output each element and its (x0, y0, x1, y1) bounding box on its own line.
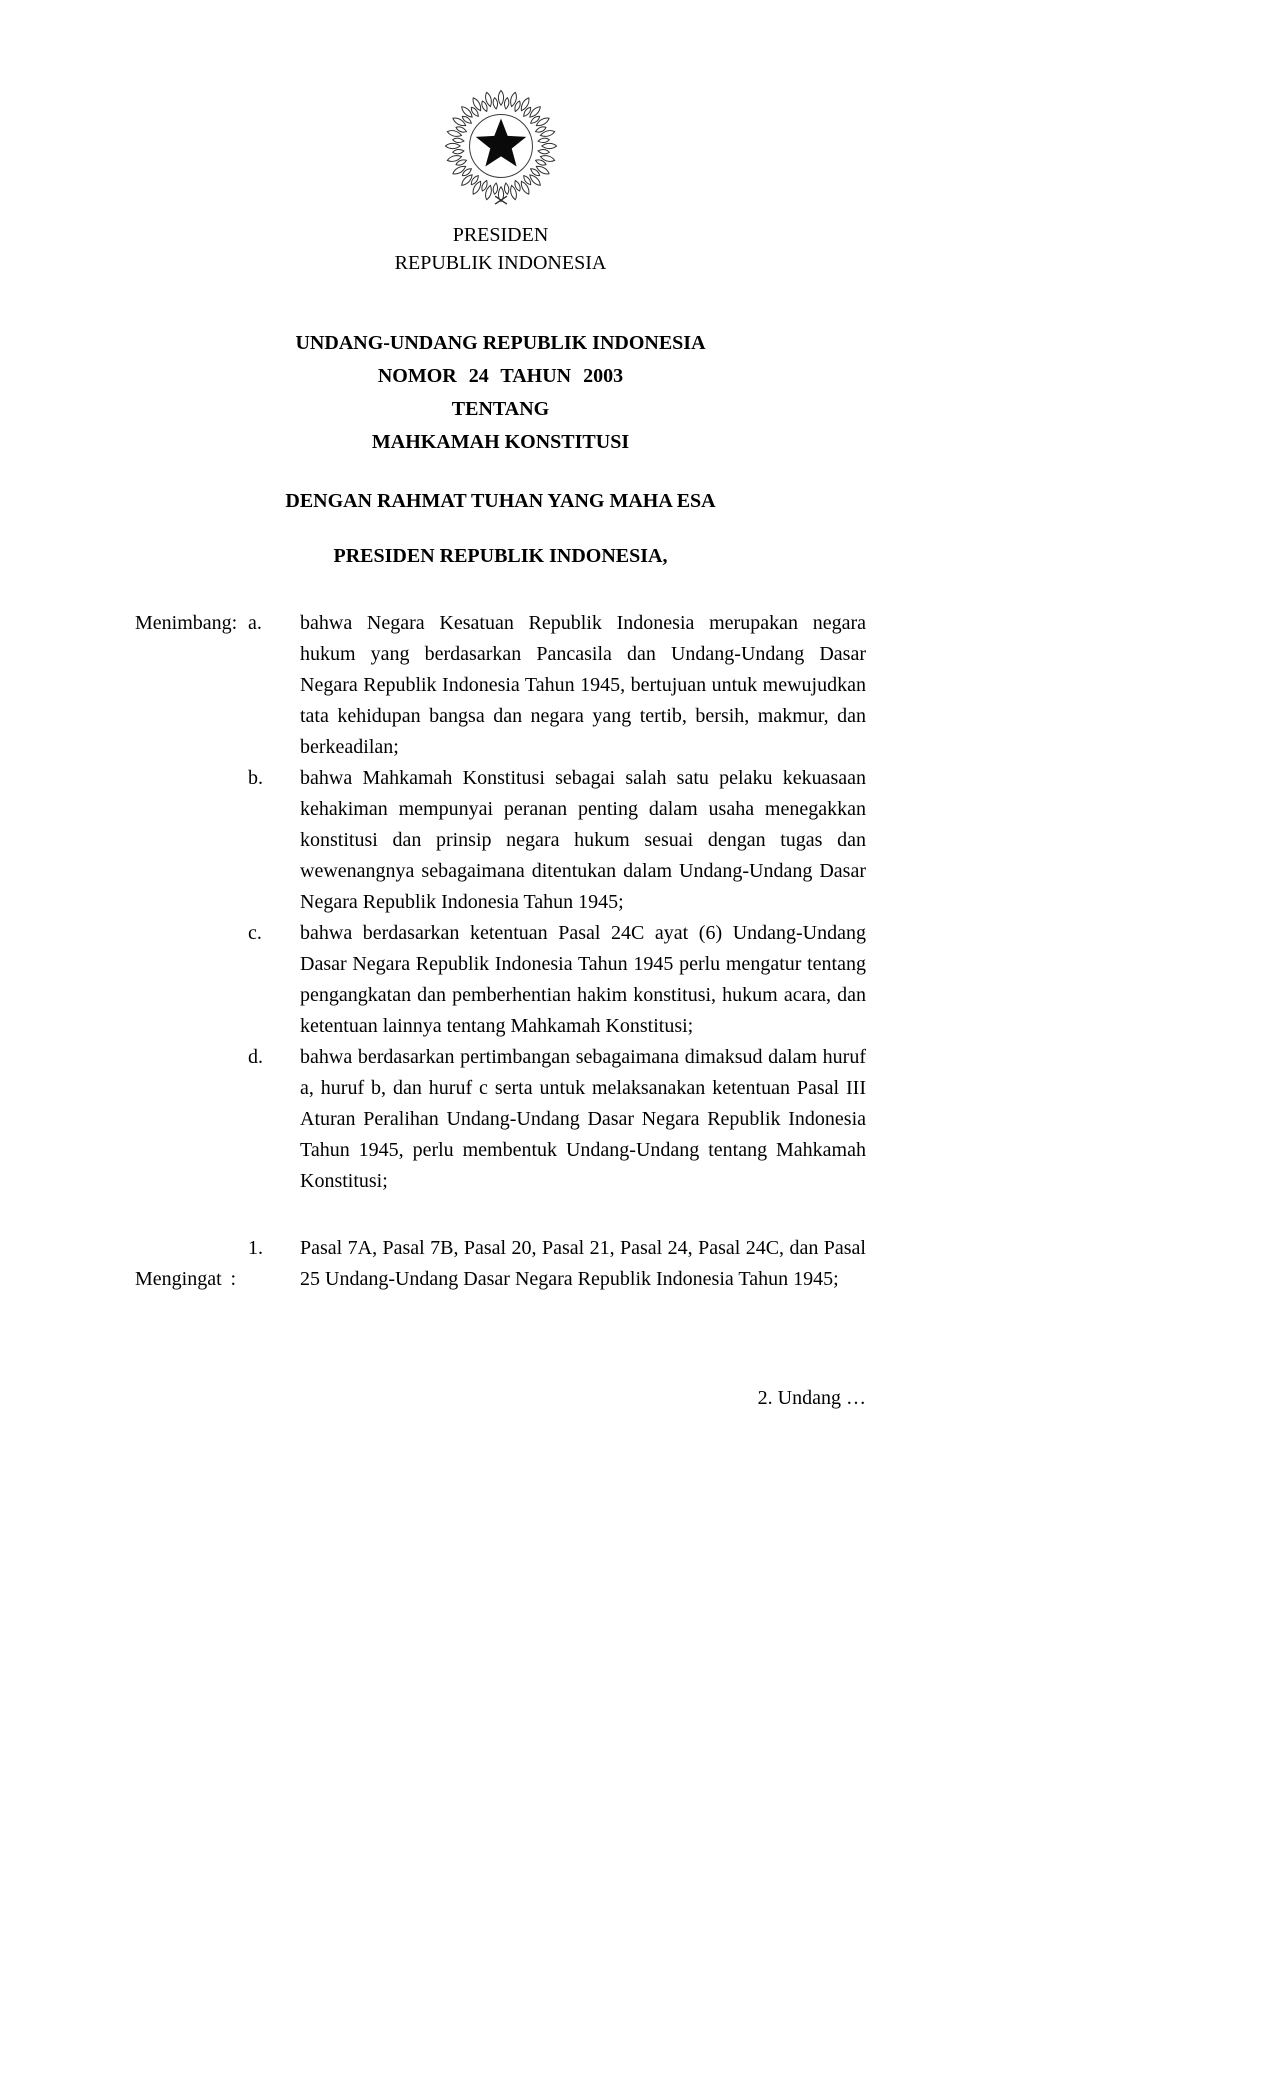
letterhead (135, 221, 866, 277)
considering-item-b (135, 763, 866, 918)
letterhead-line2: REPUBLIK INDONESIA (394, 252, 607, 274)
remembering-label (135, 1233, 248, 1295)
item-marker: c. (248, 922, 262, 944)
letterhead-line1: PRESIDEN (452, 224, 549, 246)
item-text: bahwa Negara Kesatuan Republik Indonesia merupakan negara hukum yang berdasarkan Pancasila dan Undang-Undang Dasar Negara Republik Indonesia Tahun 1945, bertujuan untuk mewujudkan tata kehidupan bangsa dan negara yang tertib, bersih, makmur, dan berkeadilan; (300, 612, 866, 758)
considering-item-c (135, 918, 866, 1042)
page-catchword: 2. Undang … (757, 1387, 866, 1409)
item-text: bahwa berdasarkan ketentuan Pasal 24C ayat (6) Undang-Undang Dasar Negara Republik Indonesia Tahun 1945 perlu mengatur tentang pengangkatan dan pemberhentian hakim konstitusi, hukum acara, dan ketentuan lainnya tentang Mahkamah Konstitusi; (300, 922, 866, 1037)
item-marker: b. (248, 767, 263, 789)
considering-label-colon: : (231, 612, 238, 634)
law-title-number: NOMOR 24 TAHUN 2003 (377, 365, 624, 387)
considering-item-d (135, 1042, 866, 1197)
item-text: bahwa Mahkamah Konstitusi sebagai salah satu pelaku kekuasaan kehakiman mempunyai peranan penting dalam usaha menegakkan konstitusi dan prinsip negara hukum sesuai dengan tugas dan wewenangnya sebagaimana ditentukan dalam Undang-Undang Dasar Negara Republik Indonesia Tahun 1945; (300, 767, 866, 913)
considering-item-a (135, 608, 866, 763)
remembering-section (135, 1233, 866, 1295)
considering-label (135, 608, 248, 639)
item-text: Pasal 7A, Pasal 7B, Pasal 20, Pasal 21, Pasal 24, Pasal 24C, dan Pasal 25 Undang-Undang Dasar Negara Republik Indonesia Tahun 1945; (300, 1237, 866, 1290)
item-marker: a. (248, 612, 262, 634)
remembering-label-text: Mengingat (135, 1268, 222, 1290)
law-title-line1: UNDANG-UNDANG REPUBLIK INDONESIA (295, 332, 706, 354)
authority-line: PRESIDEN REPUBLIK INDONESIA, (333, 545, 668, 567)
remembering-label-colon: : (230, 1268, 236, 1290)
garuda-star-wreath-icon (442, 84, 560, 208)
law-title-subject: MAHKAMAH KONSTITUSI (371, 431, 630, 453)
item-marker: d. (248, 1046, 263, 1068)
considering-label-text: Menimbang (135, 612, 232, 634)
item-text: bahwa berdasarkan pertimbangan sebagaimana dimaksud dalam huruf a, huruf b, dan huruf c serta untuk melaksanakan ketentuan Pasal III Aturan Peralihan Undang-Undang Dasar Negara Republik Indonesia Tahun 1945, perlu membentuk Undang-Undang tentang Mahkamah Konstitusi; (300, 1046, 866, 1192)
considering-section (135, 608, 866, 1295)
law-title-block (135, 327, 866, 459)
law-title-tentang: TENTANG (451, 398, 550, 420)
document-content (135, 0, 866, 1414)
item-marker: 1. (248, 1237, 263, 1259)
national-emblem (135, 84, 866, 213)
invocation-line: DENGAN RAHMAT TUHAN YANG MAHA ESA (285, 490, 716, 512)
